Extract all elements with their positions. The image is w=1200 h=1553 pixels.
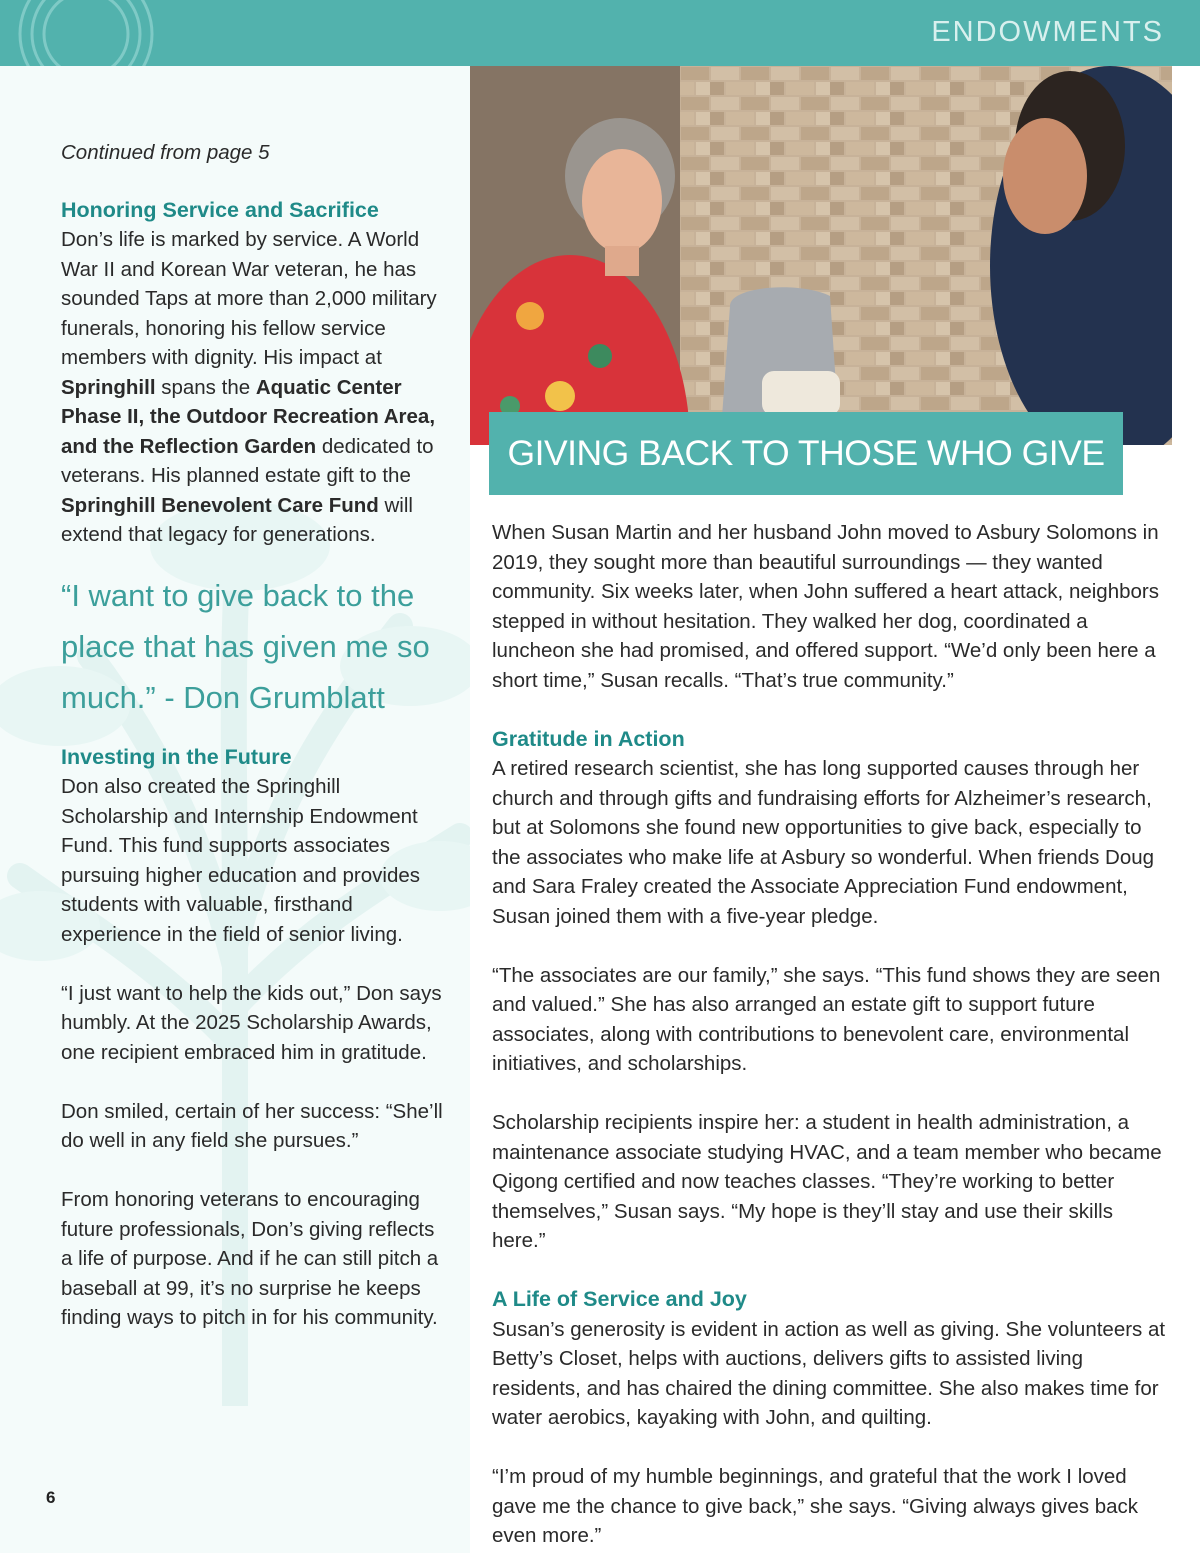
paragraph-intro: When Susan Martin and her husband John moved to Asbury Solomons in 2019, they sought more than beautiful surroundings — they wanted community. Six weeks later, when John suffered a heart attack, neighbors stepped in without hesitation. They walked her dog, coordinated a luncheon she had promised, and offered support. “We’d only been here a short time,” Susan recalls. “That’s true community.” bbox=[492, 521, 1159, 692]
paragraph-generosity: Susan’s generosity is evident in action as well as giving. She volunteers at Betty’s Closet, helps with auctions, delivers gifts to assisted living residents, and has chaired the dining committee. She also makes time for water aerobics, kayaking with John, and quilting. bbox=[492, 1317, 1166, 1429]
paragraph-retired-scientist: A retired research scientist, she has long supported causes through her church and through gifts and fundraising efforts for Alzheimer’s research, but at Solomons she found new opportunities to give back, especially to the associates who make life at Asbury so wonderful. When friends Doug and Sara Fraley created the Associate Appreciation Fund endowment, Susan joined them with a five-year pledge. bbox=[492, 757, 1155, 928]
left-article bbox=[61, 138, 451, 1333]
header-ring-ornament bbox=[14, 0, 174, 66]
page-number: 6 bbox=[46, 1488, 56, 1507]
paragraph-scholarship-fund: Don also created the Springhill Scholarship and Internship Endowment Fund. This fund supports associates pursuing higher education and provides students with valuable, firsthand experience in the field of senior living. bbox=[61, 775, 421, 946]
heading-honoring-service: Honoring Service and Sacrifice bbox=[61, 197, 379, 222]
paragraph-scholarship-recipients: Scholarship recipients inspire her: a student in health administration, a maintenance associate studying HVAC, and a team member who became Qigong certified and now teaches classes. “They’re working to better themselves,” Susan says. “My hope is they’ll stay and use their skills here.” bbox=[492, 1111, 1162, 1252]
paragraph-associates-family: “The associates are our family,” she says. “This fund shows they are seen and valued.” She has also arranged an estate gift to support future associates, along with contributions to benevolent care, environmental initiatives, and scholarships. bbox=[492, 963, 1161, 1075]
feature-photo bbox=[470, 66, 1172, 445]
paragraph-kids-quote: “I just want to help the kids out,” Don says humbly. At the 2025 Scholarship Awards, one recipient embraced him in gratitude. bbox=[61, 981, 442, 1064]
article-title: GIVING BACK TO THOSE WHO GIVE bbox=[507, 433, 1105, 473]
main-article bbox=[492, 518, 1172, 1551]
paragraph-don-smiled: Don smiled, certain of her success: “She’ll do well in any field she pursues.” bbox=[61, 1099, 443, 1152]
heading-life-of-service: A Life of Service and Joy bbox=[492, 1287, 747, 1311]
paragraph-closing-quote: “I’m proud of my humble beginnings, and grateful that the work I loved gave me the chance to give back,” she says. “Giving always gives back even more.” bbox=[492, 1465, 1139, 1547]
heading-investing-future: Investing in the Future bbox=[61, 744, 292, 769]
sidebar-column bbox=[0, 66, 470, 1553]
article-title-bar bbox=[489, 412, 1123, 495]
continued-note: Continued from page 5 bbox=[61, 141, 270, 164]
section-label: ENDOWMENTS bbox=[931, 16, 1164, 48]
photo-illustration bbox=[470, 66, 1172, 445]
page-header bbox=[0, 0, 1200, 66]
heading-gratitude: Gratitude in Action bbox=[492, 726, 685, 751]
pull-quote: “I want to give back to the place that has given me so much.” - Don Grumblatt bbox=[61, 577, 430, 715]
paragraph-closing: From honoring veterans to encouraging future professionals, Don’s giving reflects a life of purpose. And if he can still pitch a baseball at 99, it’s no surprise he keeps finding ways to pitch in for his community. bbox=[61, 1188, 439, 1329]
paragraph-honoring-service: Don’s life is marked by service. A World War II and Korean War veteran, he has sounded Taps at more than 2,000 military funerals, honoring his fellow service members with dignity. His impact at Springhill spans the Aquatic Center Phase II, the Outdoor Recreation Area, and the Reflection Garden dedicated to veterans. His planned estate gift to the Springhill Benevolent Care Fund will extend that legacy for generations. bbox=[61, 228, 437, 546]
